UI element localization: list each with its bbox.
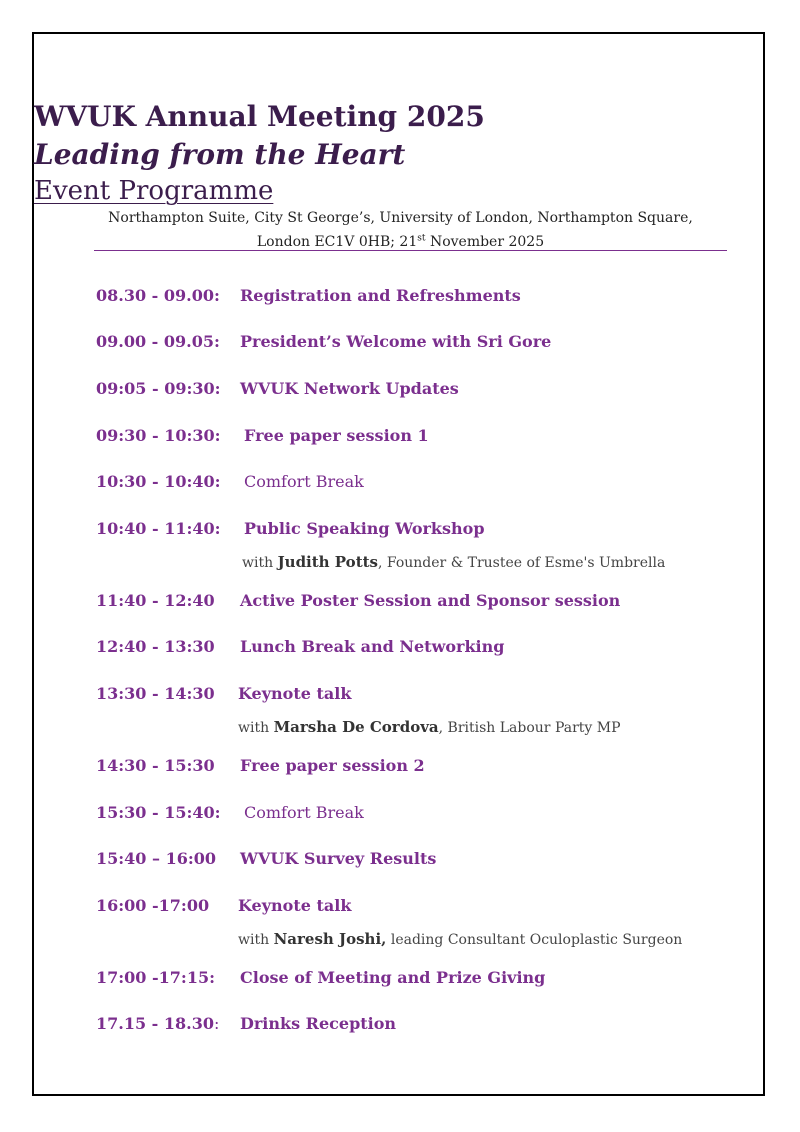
schedule-time: 17:00 -17:15:	[96, 968, 215, 987]
schedule-event: President’s Welcome with Sri Gore	[240, 332, 552, 351]
schedule-row	[34, 754, 763, 778]
schedule-time: 15:30 - 15:40:	[96, 803, 221, 822]
schedule-event: Comfort Break	[244, 472, 364, 491]
schedule-time	[96, 1012, 219, 1036]
schedule-row	[34, 801, 763, 825]
schedule-row	[34, 682, 763, 706]
schedule-detail-row	[34, 550, 763, 574]
schedule-time: 08.30 - 09.00:	[96, 286, 220, 305]
schedule-event: WVUK Survey Results	[240, 849, 437, 868]
schedule-event: Public Speaking Workshop	[244, 519, 485, 538]
schedule-time: 09:30 - 10:30:	[96, 426, 221, 445]
speaker-name: Marsha De Cordova	[273, 718, 439, 736]
schedule-time: 13:30 - 14:30	[96, 684, 215, 703]
schedule-event: Close of Meeting and Prize Giving	[240, 968, 546, 987]
header-divider	[94, 250, 727, 251]
speaker-role: leading Consultant Oculoplastic Surgeon	[386, 932, 683, 948]
schedule-event: Free paper session 1	[244, 426, 429, 445]
schedule-row	[34, 470, 763, 494]
speaker-role: , British Labour Party MP	[438, 720, 621, 736]
venue-line-2	[257, 234, 544, 250]
schedule-time: 15:40 – 16:00	[96, 849, 217, 868]
schedule-row	[34, 635, 763, 659]
venue-address-date: London EC1V 0HB; 21	[256, 233, 418, 250]
schedule-time-colon: :	[213, 1014, 220, 1033]
schedule-event: WVUK Network Updates	[240, 379, 459, 398]
schedule-row	[34, 589, 763, 613]
schedule-event: Free paper session 2	[240, 756, 425, 775]
schedule-time: 09:05 - 09:30:	[96, 379, 221, 398]
schedule-time: 16:00 -17:00	[96, 896, 210, 915]
schedule-event: Keynote talk	[238, 684, 352, 703]
page-subtitle: Leading from the Heart	[34, 138, 406, 171]
schedule-event: Drinks Reception	[240, 1014, 397, 1033]
speaker-name: Naresh Joshi,	[273, 930, 387, 948]
schedule-detail-row	[34, 927, 763, 951]
schedule-time: 14:30 - 15:30	[96, 756, 215, 775]
schedule-row	[34, 847, 763, 871]
schedule-row	[34, 894, 763, 918]
schedule-time: 10:30 - 10:40:	[96, 472, 221, 491]
detail-prefix: with	[242, 555, 278, 571]
speaker-role: , Founder & Trustee of Esme's Umbrella	[378, 555, 666, 571]
detail-prefix: with	[238, 720, 274, 736]
schedule-row	[34, 1012, 763, 1036]
venue-info	[74, 208, 727, 252]
schedule-detail-row	[34, 715, 763, 739]
venue-date-month-year: November 2025	[425, 233, 545, 250]
page-frame	[32, 32, 765, 1096]
schedule-time: 10:40 - 11:40:	[96, 519, 221, 538]
schedule-row	[34, 284, 763, 308]
speaker-name: Judith Potts	[277, 553, 378, 571]
schedule-event: Comfort Break	[244, 803, 364, 822]
schedule-detail	[242, 550, 665, 575]
venue-line-1: Northampton Suite, City St George’s, University of London, Northampton Square,	[108, 210, 693, 226]
schedule-detail	[238, 927, 682, 952]
schedule-event: Lunch Break and Networking	[240, 637, 505, 656]
schedule-detail	[238, 715, 621, 740]
schedule-row	[34, 517, 763, 541]
schedule-time: 09.00 - 09.05:	[96, 332, 220, 351]
venue-date-ordinal: st	[417, 233, 426, 243]
schedule-time: 11:40 - 12:40	[96, 591, 215, 610]
schedule-event: Registration and Refreshments	[240, 286, 521, 305]
schedule-event: Keynote talk	[238, 896, 352, 915]
detail-prefix: with	[238, 932, 274, 948]
schedule-time-range: 17.15 - 18.30	[96, 1014, 214, 1033]
schedule-row	[34, 424, 763, 448]
schedule-row	[34, 377, 763, 401]
schedule-event: Active Poster Session and Sponsor session	[240, 591, 621, 610]
page-title: WVUK Annual Meeting 2025	[34, 100, 485, 133]
schedule-row	[34, 330, 763, 354]
schedule-row	[34, 966, 763, 990]
schedule-time: 12:40 - 13:30	[96, 637, 215, 656]
programme-heading: Event Programme	[34, 176, 274, 206]
